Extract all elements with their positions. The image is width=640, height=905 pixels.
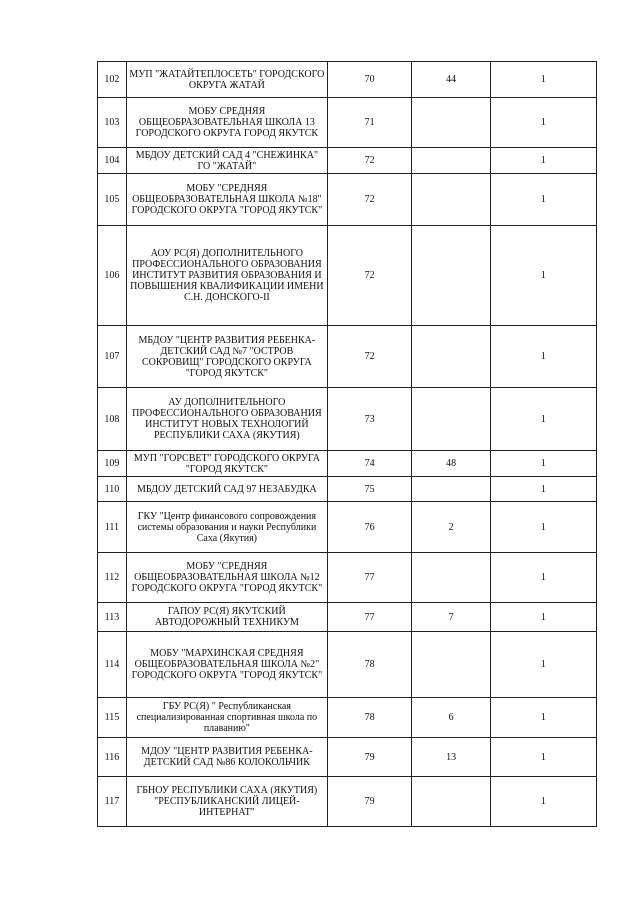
value-b <box>412 326 490 388</box>
row-number: 113 <box>98 603 127 632</box>
value-a: 72 <box>327 148 412 174</box>
table-row <box>98 326 597 388</box>
row-number: 109 <box>98 451 127 477</box>
value-b <box>412 98 490 148</box>
organization-name: ГБУ РС(Я) " Республиканская специализированная спортивная школа по плаванию" <box>126 698 327 738</box>
value-b <box>412 777 490 827</box>
value-b <box>412 477 490 502</box>
row-number: 117 <box>98 777 127 827</box>
value-c: 1 <box>490 226 596 326</box>
value-c: 1 <box>490 477 596 502</box>
records-table-body <box>98 62 597 827</box>
table-row <box>98 148 597 174</box>
value-a: 78 <box>327 698 412 738</box>
value-b: 48 <box>412 451 490 477</box>
row-number: 106 <box>98 226 127 326</box>
row-number: 105 <box>98 174 127 226</box>
organization-name: МБДОУ ДЕТСКИЙ САД 97 НЕЗАБУДКА <box>126 477 327 502</box>
records-table <box>97 61 597 827</box>
value-c: 1 <box>490 148 596 174</box>
organization-name: АУ ДОПОЛНИТЕЛЬНОГО ПРОФЕССИОНАЛЬНОГО ОБРАЗОВАНИЯ ИНСТИТУТ НОВЫХ ТЕХНОЛОГИЙ РЕСПУБЛИКИ САХА (ЯКУТИЯ) <box>126 388 327 451</box>
value-a: 73 <box>327 388 412 451</box>
value-c: 1 <box>490 502 596 553</box>
row-number: 108 <box>98 388 127 451</box>
row-number: 116 <box>98 738 127 777</box>
value-c: 1 <box>490 388 596 451</box>
value-a: 78 <box>327 632 412 698</box>
table-row <box>98 738 597 777</box>
value-c: 1 <box>490 603 596 632</box>
organization-name: МУП "ГОРСВЕТ" ГОРОДСКОГО ОКРУГА "ГОРОД ЯКУТСК" <box>126 451 327 477</box>
table-row <box>98 451 597 477</box>
value-c: 1 <box>490 632 596 698</box>
organization-name: МОБУ "СРЕДНЯЯ ОБЩЕОБРАЗОВАТЕЛЬНАЯ ШКОЛА №12 ГОРОДСКОГО ОКРУГА "ГОРОД ЯКУТСК" <box>126 553 327 603</box>
value-c: 1 <box>490 62 596 98</box>
value-c: 1 <box>490 326 596 388</box>
row-number: 110 <box>98 477 127 502</box>
row-number: 114 <box>98 632 127 698</box>
value-c: 1 <box>490 553 596 603</box>
organization-name: МОБУ СРЕДНЯЯ ОБЩЕОБРАЗОВАТЕЛЬНАЯ ШКОЛА 13 ГОРОДСКОГО ОКРУГА ГОРОД ЯКУТСК <box>126 98 327 148</box>
row-number: 107 <box>98 326 127 388</box>
value-b <box>412 148 490 174</box>
value-a: 72 <box>327 174 412 226</box>
value-b <box>412 632 490 698</box>
table-row <box>98 226 597 326</box>
value-c: 1 <box>490 738 596 777</box>
table-row <box>98 62 597 98</box>
table-row <box>98 477 597 502</box>
value-c: 1 <box>490 451 596 477</box>
value-b: 7 <box>412 603 490 632</box>
value-b: 6 <box>412 698 490 738</box>
table-row <box>98 98 597 148</box>
value-b: 44 <box>412 62 490 98</box>
table-row <box>98 174 597 226</box>
table-row <box>98 388 597 451</box>
table-row <box>98 777 597 827</box>
value-a: 72 <box>327 226 412 326</box>
organization-name: ГАПОУ РС(Я) ЯКУТСКИЙ АВТОДОРОЖНЫЙ ТЕХНИКУМ <box>126 603 327 632</box>
row-number: 103 <box>98 98 127 148</box>
organization-name: МБДОУ ДЕТСКИЙ САД 4 "СНЕЖИНКА" ГО "ЖАТАЙ" <box>126 148 327 174</box>
organization-name: МБДОУ "ЦЕНТР РАЗВИТИЯ РЕБЕНКА-ДЕТСКИЙ САД №7 "ОСТРОВ СОКРОВИЩ" ГОРОДСКОГО ОКРУГА "ГОРОД ЯКУТСК" <box>126 326 327 388</box>
table-row <box>98 502 597 553</box>
value-b: 13 <box>412 738 490 777</box>
value-a: 77 <box>327 553 412 603</box>
value-a: 77 <box>327 603 412 632</box>
organization-name: АОУ РС(Я) ДОПОЛНИТЕЛЬНОГО ПРОФЕССИОНАЛЬНОГО ОБРАЗОВАНИЯ ИНСТИТУТ РАЗВИТИЯ ОБРАЗОВАНИЯ И ПОВЫШЕНИЯ КВАЛИФИКАЦИИ ИМЕНИ С.Н. ДОНСКОГО-II <box>126 226 327 326</box>
value-a: 75 <box>327 477 412 502</box>
value-a: 79 <box>327 777 412 827</box>
organization-name: ГБНОУ РЕСПУБЛИКИ САХА (ЯКУТИЯ) "РЕСПУБЛИКАНСКИЙ ЛИЦЕЙ-ИНТЕРНАТ" <box>126 777 327 827</box>
table-row <box>98 603 597 632</box>
value-a: 74 <box>327 451 412 477</box>
row-number: 115 <box>98 698 127 738</box>
value-b <box>412 226 490 326</box>
value-a: 79 <box>327 738 412 777</box>
value-a: 71 <box>327 98 412 148</box>
value-c: 1 <box>490 777 596 827</box>
row-number: 104 <box>98 148 127 174</box>
row-number: 102 <box>98 62 127 98</box>
value-b <box>412 174 490 226</box>
value-c: 1 <box>490 698 596 738</box>
organization-name: МДОУ "ЦЕНТР РАЗВИТИЯ РЕБЕНКА- ДЕТСКИЙ САД №86 КОЛОКОЛЬЧИК <box>126 738 327 777</box>
value-a: 72 <box>327 326 412 388</box>
organization-name: МОБУ "СРЕДНЯЯ ОБЩЕОБРАЗОВАТЕЛЬНАЯ ШКОЛА №18" ГОРОДСКОГО ОКРУГА "ГОРОД ЯКУТСК" <box>126 174 327 226</box>
value-c: 1 <box>490 174 596 226</box>
row-number: 112 <box>98 553 127 603</box>
table-row <box>98 698 597 738</box>
table-row <box>98 632 597 698</box>
value-b: 2 <box>412 502 490 553</box>
table-row <box>98 553 597 603</box>
organization-name: МУП "ЖАТАЙТЕПЛОСЕТЬ" ГОРОДСКОГО ОКРУГА ЖАТАЙ <box>126 62 327 98</box>
value-b <box>412 388 490 451</box>
value-a: 70 <box>327 62 412 98</box>
value-a: 76 <box>327 502 412 553</box>
organization-name: ГКУ "Центр финансового сопровождения системы образования и науки Республики Саха (Якутия) <box>126 502 327 553</box>
value-b <box>412 553 490 603</box>
row-number: 111 <box>98 502 127 553</box>
value-c: 1 <box>490 98 596 148</box>
organization-name: МОБУ "МАРХИНСКАЯ СРЕДНЯЯ ОБЩЕОБРАЗОВАТЕЛЬНАЯ ШКОЛА №2" ГОРОДСКОГО ОКРУГА "ГОРОД ЯКУТСК" <box>126 632 327 698</box>
